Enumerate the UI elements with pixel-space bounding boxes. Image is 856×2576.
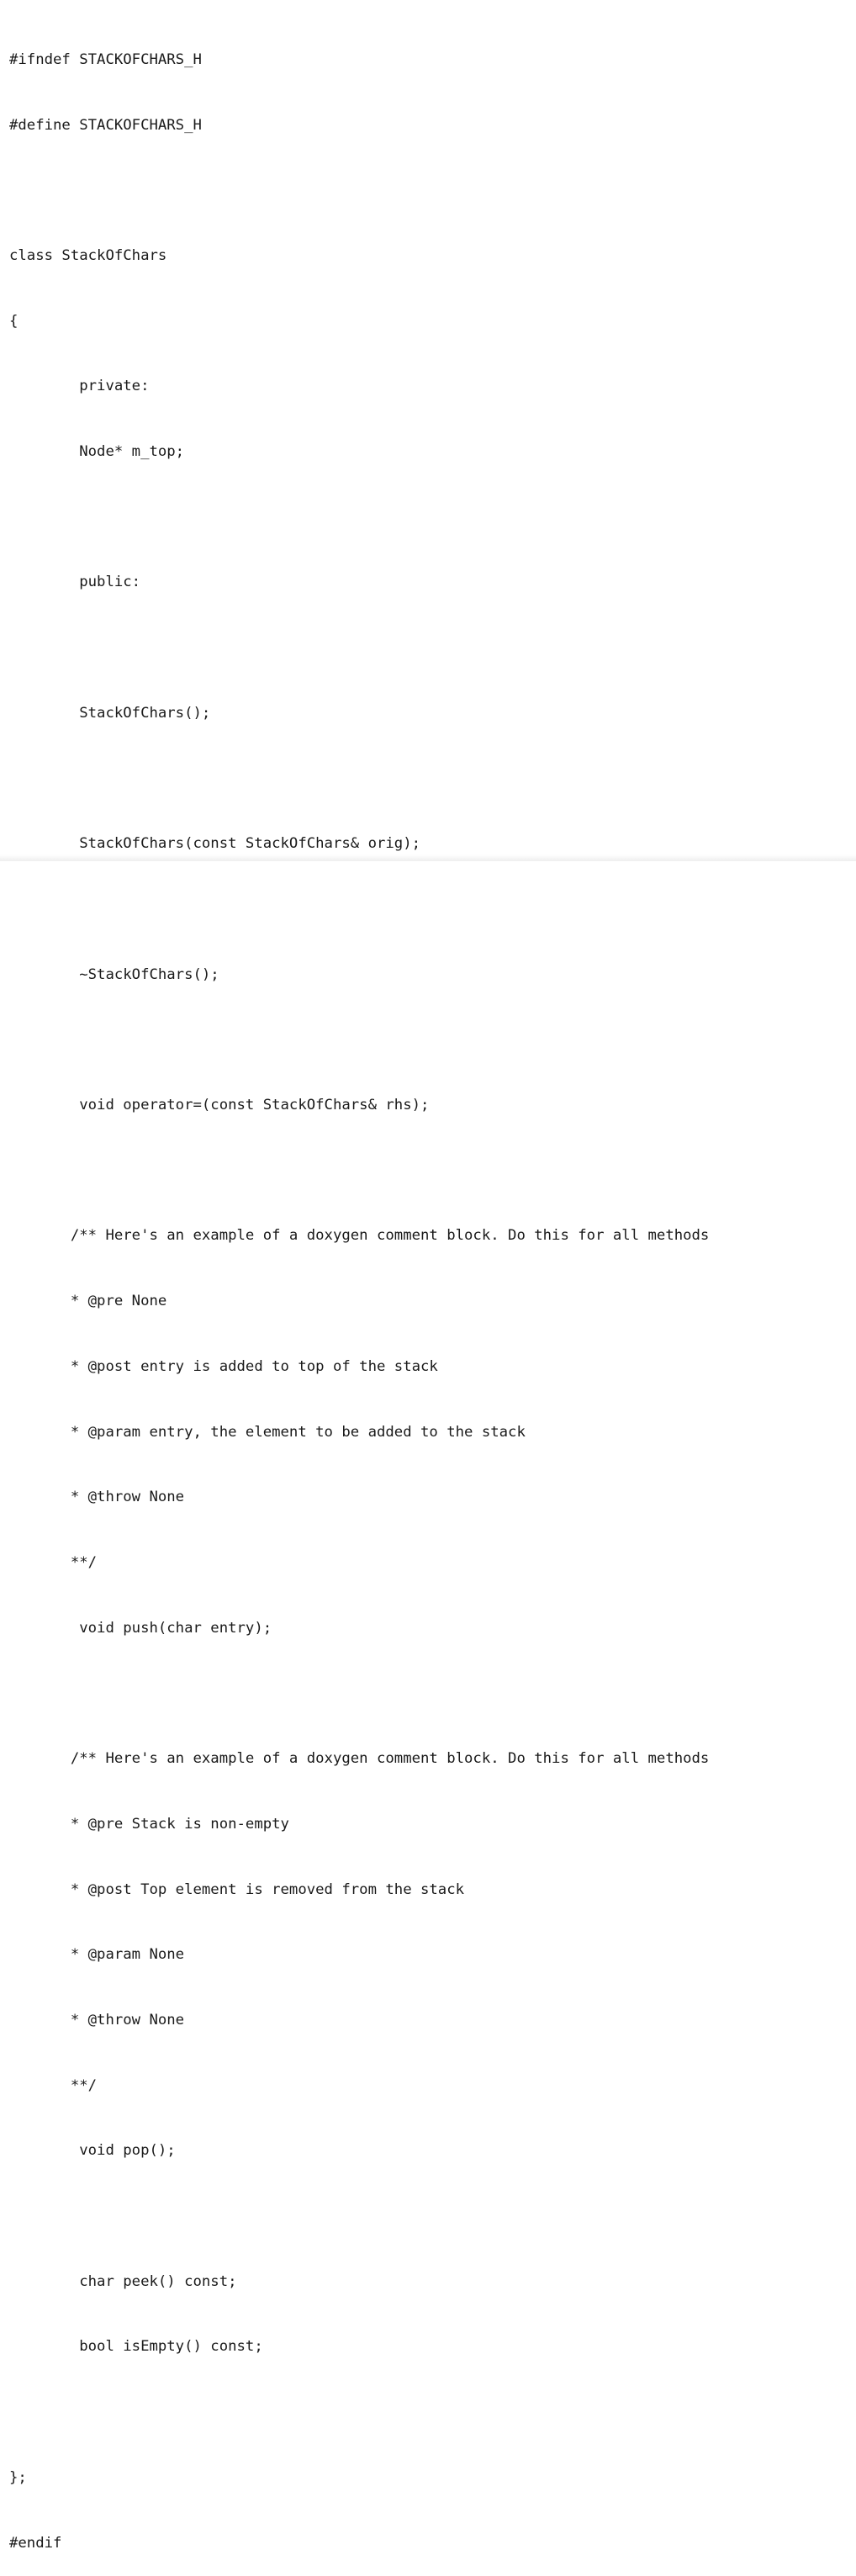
code-line-29: * @post Top element is removed from the stack: [9, 1880, 465, 1898]
code-line-25: void push(char entry);: [9, 1619, 272, 1637]
code-line-10: [9, 637, 850, 659]
code-line-7: Node* m_top;: [9, 443, 185, 461]
code-line-6: private:: [9, 378, 150, 395]
code-line-16: [9, 1029, 850, 1051]
code-line-36: bool isEmpty() const;: [9, 2338, 263, 2356]
code-line-28: * @pre Stack is non-empty: [9, 1815, 289, 1833]
code-line-1: #ifndef STACKOFCHARS_H: [9, 50, 202, 68]
code-line-26: [9, 1683, 850, 1705]
code-line-15: ~StackOfChars();: [9, 965, 219, 983]
code-line-4: class StackOfChars: [9, 246, 167, 264]
code-line-17: void operator=(const StackOfChars& rhs);: [9, 1097, 430, 1114]
code-line-5: {: [9, 312, 18, 330]
code-line-8: [9, 507, 850, 529]
code-line-21: * @post entry is added to top of the stack: [9, 1357, 438, 1375]
code-line-12: [9, 769, 850, 791]
code-line-31: * @throw None: [9, 2011, 185, 2029]
code-line-20: * @pre None: [9, 1293, 167, 1310]
code-line-22: * @param entry, the element to be added to the stack: [9, 1423, 526, 1441]
code-line-33: void pop();: [9, 2142, 176, 2160]
code-line-35: char peek() const;: [9, 2272, 237, 2290]
code-line-24: **/: [9, 1553, 98, 1571]
code-line-34: [9, 2206, 850, 2228]
code-line-2: #define STACKOFCHARS_H: [9, 116, 202, 134]
code-line-38: };: [9, 2468, 27, 2486]
code-line-37: [9, 2402, 850, 2424]
code-line-32: **/: [9, 2076, 98, 2094]
code-line-3: [9, 180, 850, 202]
code-line-30: * @param None: [9, 1946, 185, 1964]
code-line-27: /** Here's an example of a doxygen comment block. Do this for all methods: [9, 1750, 710, 1768]
code-line-11: StackOfChars();: [9, 704, 211, 722]
code-line-23: * @throw None: [9, 1489, 185, 1506]
code-line-14: [9, 899, 850, 921]
bottom-edge-shade: [0, 854, 856, 861]
code-line-39: #endif: [9, 2534, 62, 2552]
code-line-19: /** Here's an example of a doxygen comment block. Do this for all methods: [9, 1227, 710, 1245]
code-line-13: StackOfChars(const StackOfChars& orig);: [9, 835, 420, 853]
code-line-18: [9, 1161, 850, 1182]
code-line-9: public:: [9, 574, 141, 591]
code-listing: [9, 6, 850, 2576]
